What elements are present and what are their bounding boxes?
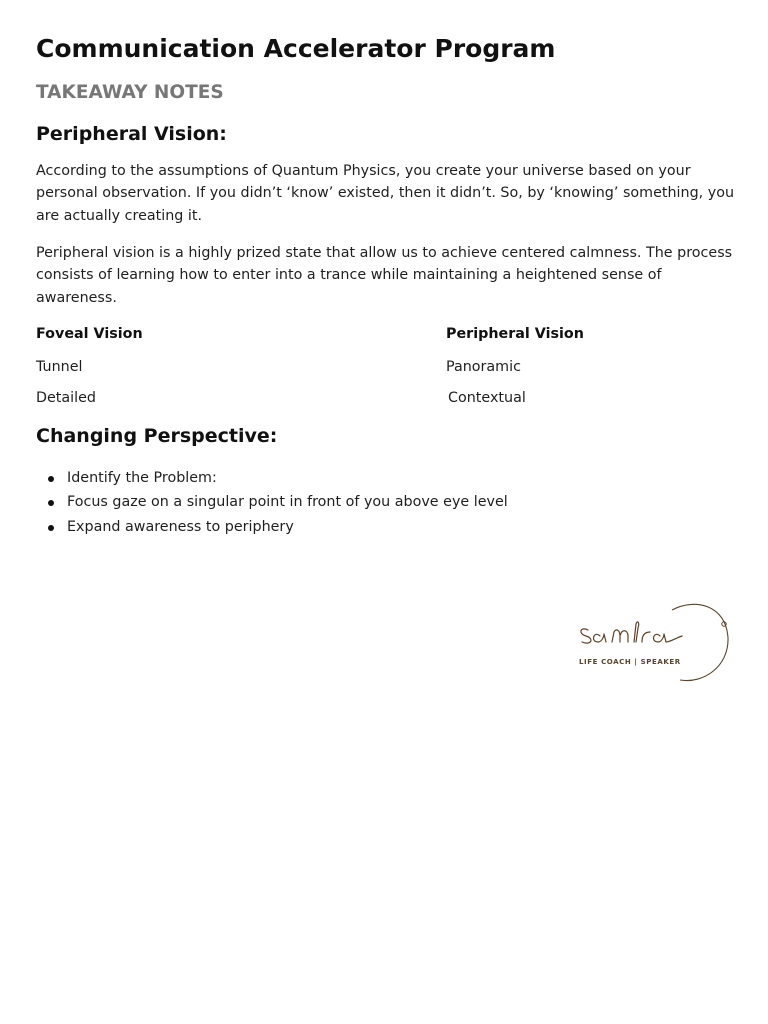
foveal-vision-header: Foveal Vision [36, 326, 143, 342]
peripheral-cell-contextual: Contextual [448, 390, 526, 406]
takeaway-notes-subtitle: TAKEAWAY NOTES [36, 82, 224, 103]
peripheral-vision-paragraph: Peripheral vision is a highly prized state that allow us to achieve centered calmness. The process consists of learning how to enter into a trance while maintaining a heightened sense of awareness. [36, 245, 733, 306]
foveal-cell-tunnel: Tunnel [36, 359, 83, 375]
peripheral-cell-panoramic: Panoramic [446, 359, 521, 375]
page-title: Communication Accelerator Program [36, 34, 556, 63]
bullet-icon [48, 525, 54, 531]
peripheral-vision-heading: Peripheral Vision: [36, 123, 227, 145]
bullet-icon [48, 476, 54, 482]
logo-tagline: LIFE COACH | SPEAKER [579, 658, 681, 666]
list-item-text: Expand awareness to periphery [67, 518, 294, 535]
samra-logo [576, 600, 734, 686]
list-item-text: Focus gaze on a singular point in front of you above eye level [67, 494, 508, 511]
list-item [36, 490, 508, 514]
perspective-steps-list [36, 466, 508, 539]
samra-logo-mark-icon [576, 600, 734, 686]
list-item-text: Identify the Problem: [67, 470, 217, 486]
foveal-cell-detailed: Detailed [36, 390, 96, 406]
changing-perspective-heading: Changing Perspective: [36, 425, 278, 447]
list-item [36, 466, 508, 490]
quantum-physics-paragraph: According to the assumptions of Quantum Physics, you create your universe based on your personal observation. If you didn’t ‘know’ existed, then it didn’t. So, by ‘knowing’ something, you are actually creating it. [36, 163, 734, 224]
bullet-icon [48, 500, 54, 506]
list-item [36, 515, 508, 539]
peripheral-vision-header: Peripheral Vision [446, 326, 584, 342]
